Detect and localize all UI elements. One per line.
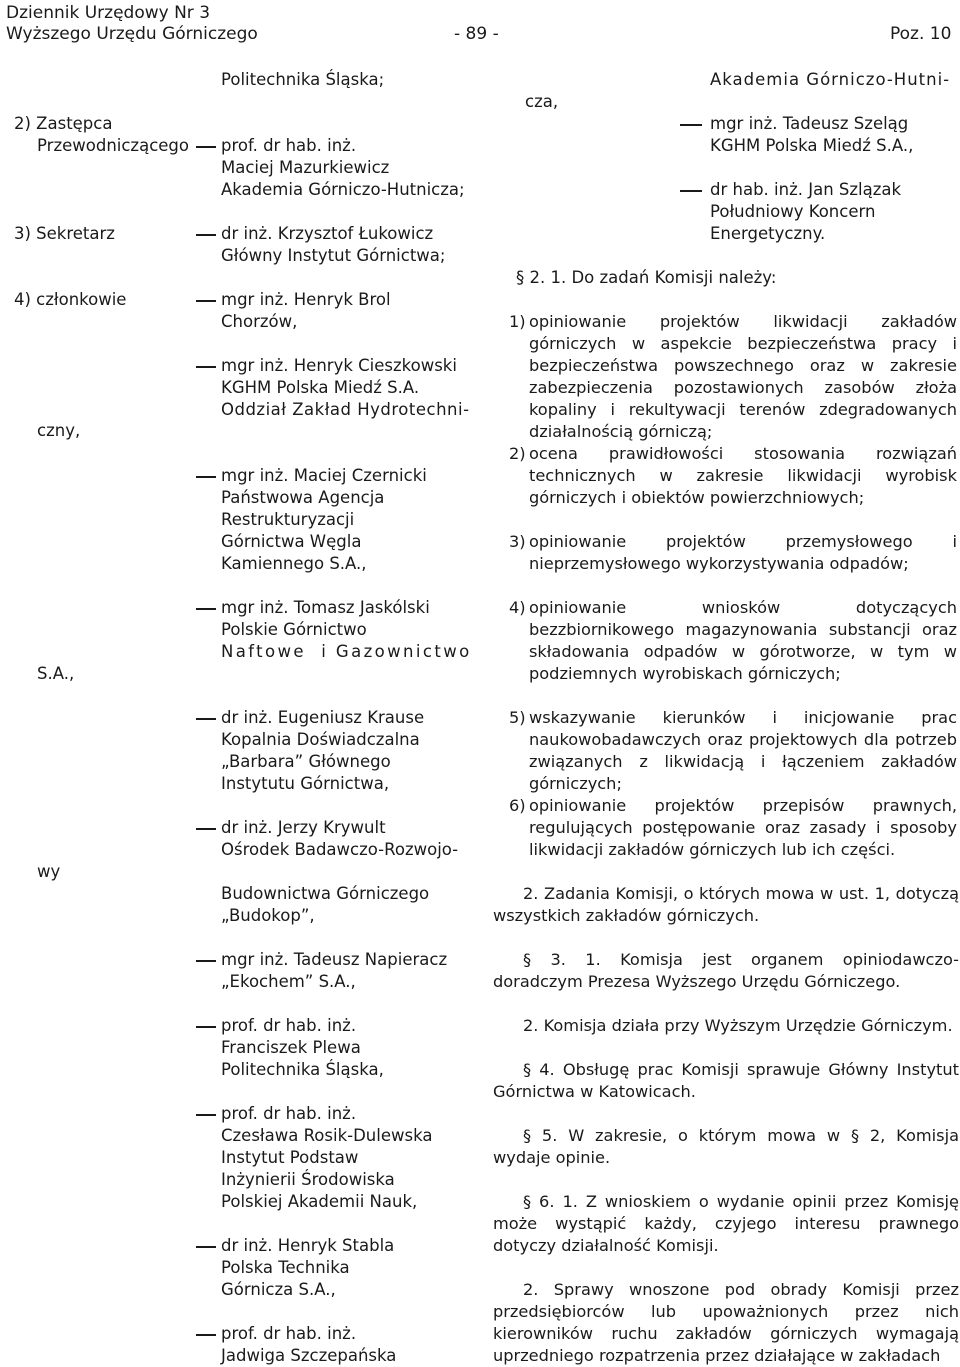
item-number: 5) bbox=[509, 708, 526, 727]
member-affiliation-agh: Akademia Górniczo-Hutni- bbox=[710, 70, 951, 89]
member-affiliation: Naftowe i Gazownictwo bbox=[221, 642, 472, 661]
member-affiliation: Energetyczny. bbox=[710, 224, 826, 243]
dash-marker bbox=[680, 124, 702, 126]
item-number: 3) bbox=[509, 532, 526, 551]
item-text: opiniowanie projektów likwidacji zakładów górniczych w aspekcie bezpieczeństwa pracy i bezpieczeństwa powszechnego oraz w zakresie zabezpieczenia pozostawionych zasobów złoża kopaliny i rekultywacji terenów zdegradowanych działalnością górniczą; bbox=[529, 312, 957, 441]
member-title: prof. dr hab. inż. bbox=[221, 1016, 357, 1035]
task-item bbox=[509, 795, 959, 861]
task-item bbox=[509, 443, 959, 509]
label-przewodniczacego: Przewodniczącego bbox=[37, 136, 189, 155]
dash-marker bbox=[196, 476, 216, 478]
dash-marker bbox=[196, 234, 216, 236]
member-entry bbox=[221, 1323, 396, 1367]
member-entry bbox=[221, 289, 391, 333]
member-name: Czesława Rosik-Dulewska bbox=[221, 1126, 433, 1145]
member-affiliation: Chorzów, bbox=[221, 312, 298, 331]
member-affiliation: Górnicza S.A., bbox=[221, 1280, 336, 1299]
item-text: opiniowanie projektów przepisów prawnych, regulujących postępowanie oraz zasady i sposoby likwidacji zakładów górniczych lub ich części. bbox=[529, 796, 957, 859]
item-text: ocena prawidłowości stosowania rozwiązań technicznych w zakresie likwidacji wyrobisk górniczych i obiektów powierzchniowych; bbox=[529, 444, 957, 507]
task-item bbox=[509, 531, 959, 575]
member-affiliation: Polskie Górnictwo bbox=[221, 620, 367, 639]
member-name: Maciej Mazurkiewicz bbox=[221, 158, 390, 177]
journal-subtitle: Wyższego Urzędu Górniczego bbox=[6, 24, 258, 44]
label-zastepca: 2) Zastępca bbox=[14, 114, 113, 133]
paragraph: § 3. 1. Komisja jest organem opiniodawczo-doradczym Prezesa Wyższego Urzędu Górniczego. bbox=[493, 950, 959, 991]
member-entry bbox=[221, 707, 424, 795]
member-name: dr inż. Eugeniusz Krause bbox=[221, 708, 425, 727]
paragraph: § 5. W zakresie, o którym mowa w § 2, Komisja wydaje opinie. bbox=[493, 1126, 959, 1167]
task-item bbox=[509, 311, 959, 441]
dash-marker bbox=[196, 1334, 216, 1336]
member-affiliation: Instytut Podstaw bbox=[221, 1148, 359, 1167]
member-name: mgr inż. Maciej Czernicki bbox=[221, 466, 427, 485]
member-entry bbox=[221, 817, 458, 861]
paragraph: § 4. Obsługę prac Komisji sprawuje Główny Instytut Górnictwa w Katowicach. bbox=[493, 1060, 959, 1101]
paragraph: 2. Sprawy wnoszone pod obrady Komisji przez przedsiębiorców lub upoważnionych przez nich kierowników ruchu zakładów górniczych wymagają uprzedniego rozpatrzenia przez działające w zakładach bbox=[493, 1280, 959, 1365]
item-number: 2) bbox=[509, 444, 526, 463]
dash-marker bbox=[196, 608, 216, 610]
member-affiliation: Budownictwa Górniczego bbox=[221, 884, 430, 903]
member-affiliation: Inżynierii Środowiska bbox=[221, 1170, 395, 1189]
member-affiliation: Ośrodek Badawczo-Rozwojo- bbox=[221, 840, 459, 859]
member-entry bbox=[221, 223, 445, 267]
dash-marker bbox=[196, 1114, 216, 1116]
member-name: Jadwiga Szczepańska bbox=[221, 1346, 397, 1365]
member-entry bbox=[221, 949, 447, 993]
member-name: mgr inż. Henryk Brol bbox=[221, 290, 391, 309]
dash-marker bbox=[196, 718, 216, 720]
member-affiliation: „Ekochem” S.A., bbox=[221, 972, 356, 991]
member-title: prof. dr hab. inż. bbox=[221, 1104, 357, 1123]
member-affiliation: Południowy Koncern bbox=[710, 202, 876, 221]
member-entry bbox=[221, 135, 465, 201]
member-affiliation: Główny Instytut Górnictwa; bbox=[221, 246, 446, 265]
member-name: dr inż. Jerzy Krywult bbox=[221, 818, 386, 837]
journal-title: Dziennik Urzędowy Nr 3 bbox=[6, 3, 211, 23]
member-name: Franciszek Plewa bbox=[221, 1038, 361, 1057]
item-text: opiniowanie wniosków dotyczących bezzbiornikowego magazynowania substancji oraz składowania odpadów w górotworze, w tym w podziemnych wyrobiskach górniczych; bbox=[529, 598, 957, 683]
dash-marker bbox=[196, 146, 216, 148]
member-affiliation: Akademia Górniczo-Hutnicza; bbox=[221, 180, 465, 199]
dash-marker bbox=[196, 300, 216, 302]
member-affiliation: Państwowa Agencja bbox=[221, 488, 385, 507]
member-affiliation: Polska Technika bbox=[221, 1258, 350, 1277]
task-item bbox=[509, 597, 959, 685]
member-title: prof. dr hab. inż. bbox=[221, 1324, 357, 1343]
member-affiliation: Politechnika Śląska, bbox=[221, 1060, 384, 1079]
paragraph: 2. Zadania Komisji, o których mowa w ust. 1, dotyczą wszystkich zakładów górniczych. bbox=[493, 884, 959, 925]
member-affiliation: Instytutu Górnictwa, bbox=[221, 774, 390, 793]
member-entry-continued bbox=[221, 883, 429, 927]
member-affiliation: KGHM Polska Miedź S.A., bbox=[710, 136, 914, 155]
paragraph: § 6. 1. Z wnioskiem o wydanie opinii przez Komisję może wystąpić każdy, czyjego interesu prawnego dotyczy działalność Komisji. bbox=[493, 1192, 959, 1255]
member-affiliation-top: Politechnika Śląska; bbox=[221, 70, 385, 89]
label-czlonkowie: 4) członkowie bbox=[14, 290, 127, 309]
member-affiliation: Górnictwa Węgla bbox=[221, 532, 362, 551]
member-affiliation: KGHM Polska Miedź S.A. bbox=[221, 378, 420, 397]
label-sekretarz: 3) Sekretarz bbox=[14, 224, 115, 243]
label-fragment-czny: czny, bbox=[37, 421, 81, 440]
member-name: dr hab. inż. Jan Szlązak bbox=[710, 180, 902, 199]
paragraph: 2. Komisja działa przy Wyższym Urzędzie Górniczym. bbox=[523, 1016, 953, 1035]
member-name: mgr inż. Tomasz Jaskólski bbox=[221, 598, 430, 617]
member-entry bbox=[221, 355, 470, 421]
member-name: dr inż. Krzysztof Łukowicz bbox=[221, 224, 434, 243]
item-text: opiniowanie projektów przemysłowego i nieprzemysłowego wykorzystywania odpadów; bbox=[529, 532, 957, 573]
position-number: Poz. 10 bbox=[890, 24, 952, 44]
member-affiliation: „Budokop”, bbox=[221, 906, 315, 925]
dash-marker bbox=[680, 190, 702, 192]
member-entry bbox=[710, 179, 901, 245]
item-number: 6) bbox=[509, 796, 526, 815]
section-2-heading: § 2. 1. Do zadań Komisji należy: bbox=[516, 268, 777, 287]
item-number: 1) bbox=[509, 312, 526, 331]
label-fragment-sa: S.A., bbox=[37, 664, 75, 683]
dash-marker bbox=[196, 366, 216, 368]
member-name: dr inż. Henryk Stabla bbox=[221, 1236, 395, 1255]
member-affiliation: Oddział Zakład Hydrotechni- bbox=[221, 400, 470, 419]
member-name: mgr inż. Henryk Cieszkowski bbox=[221, 356, 457, 375]
label-fragment-wy: wy bbox=[37, 862, 61, 881]
dash-marker bbox=[196, 1026, 216, 1028]
member-affiliation: Kopalnia Doświadczalna bbox=[221, 730, 420, 749]
member-affiliation: Restrukturyzacji bbox=[221, 510, 355, 529]
fragment-cza: cza, bbox=[525, 92, 559, 111]
member-title: prof. dr hab. inż. bbox=[221, 136, 357, 155]
dash-marker bbox=[196, 960, 216, 962]
member-entry bbox=[221, 465, 427, 575]
member-entry bbox=[221, 1103, 432, 1213]
task-item bbox=[509, 707, 959, 793]
member-name: mgr inż. Tadeusz Szeląg bbox=[710, 114, 909, 133]
member-affiliation: Polskiej Akademii Nauk, bbox=[221, 1192, 418, 1211]
dash-marker bbox=[196, 1246, 216, 1248]
member-entry bbox=[221, 597, 472, 663]
page-number: - 89 - bbox=[454, 24, 499, 44]
item-text: wskazywanie kierunków i inicjowanie prac naukowobadawczych oraz projektowych dla potrzeb związanych z likwidacją i łączeniem zakładów górniczych; bbox=[529, 708, 957, 793]
member-affiliation: Kamiennego S.A., bbox=[221, 554, 367, 573]
member-entry bbox=[710, 113, 913, 157]
dash-marker bbox=[196, 828, 216, 830]
item-number: 4) bbox=[509, 598, 526, 617]
member-entry bbox=[221, 1015, 384, 1081]
member-name: mgr inż. Tadeusz Napieracz bbox=[221, 950, 448, 969]
member-entry bbox=[221, 1235, 394, 1301]
member-affiliation: „Barbara” Głównego bbox=[221, 752, 391, 771]
